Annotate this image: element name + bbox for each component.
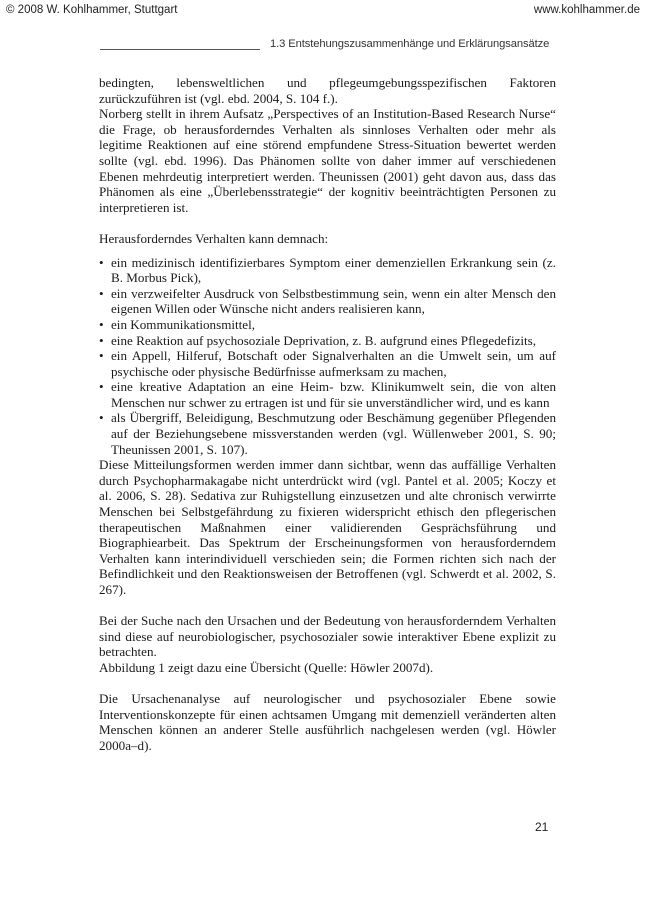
paragraph-ursachenanalyse: Die Ursachenanalyse auf neurologischer und psychosozialer Ebene sowie Interventionskonzepte für einen achtsamen Umgang mit demenziell veränderten alten Menschen können an anderer Stelle ausführlich nachgelesen werden (vgl. Höwler 2000a–d). <box>99 691 556 753</box>
list-item-text: als Übergriff, Beleidigung, Beschmutzung oder Beschämung gegenüber Pflegenden auf der Beziehungsebene missverstanden werden (vgl. Wüllenweber 2001, S. 90; Theunissen 2001, S. 107). <box>111 410 556 457</box>
copyright-notice: © 2008 W. Kohlhammer, Stuttgart <box>6 4 178 16</box>
list-item <box>99 379 556 410</box>
list-item <box>99 317 556 333</box>
paragraph-abbildung: Abbildung 1 zeigt dazu eine Übersicht (Quelle: Höwler 2007d). <box>99 659 434 675</box>
list-item-text: eine Reaktion auf psychosoziale Deprivation, z. B. aufgrund eines Pflegedefizits, <box>111 332 537 348</box>
running-head-rule <box>100 49 260 50</box>
list-item <box>99 333 556 349</box>
list-item-text: ein verzweifelter Ausdruck von Selbstbestimmung sein, wenn ein alter Mensch den eigenen Willen oder Wünsche nicht anders realisieren kann, <box>111 285 556 317</box>
list-gap <box>99 247 556 255</box>
bullet-icon: • <box>99 348 104 364</box>
paragraph-gap <box>99 215 556 231</box>
running-head <box>100 37 555 53</box>
bullet-icon: • <box>99 254 104 270</box>
list-item-text: eine kreative Adaptation an eine Heim- bzw. Klinikumwelt sein, die von alten Menschen nur schwer zu ertragen ist und für sie unverständlicher wird, und es kann <box>111 379 556 410</box>
list-item-text: ein Kommunikationsmittel, <box>111 316 256 332</box>
list-item <box>99 255 556 286</box>
paragraph-gap <box>99 676 556 692</box>
list-item <box>99 410 556 457</box>
paragraph-mitteilungsformen: Diese Mitteilungsformen werden immer dann sichtbar, wenn das auffällige Verhalten durch Psychopharmakagabe nicht unterdrückt wird (vgl. Pantel et al. 2005; Koczy et al. 2006, S. 28). Sedativa zur Ruhigstellung einzusetzen und alte chronisch verwirrte Menschen bei Selbstgefährdung zu fixieren widerspricht ethisch den pflegerischen therapeutischen Maßnahmen einer validierenden Gesprächsführung und Biographiearbeit. Das Spektrum der Erscheinungsformen von herausforderndem Verhalten kann interindividuell verschieden sein; die Formen richten sich nach der Befindlichkeit und den Reaktionsweisen der Betroffenen (vgl. Schwerdt et al. 2002, S. 267). <box>99 457 556 597</box>
top-bar <box>0 0 650 24</box>
list-item <box>99 286 556 317</box>
bullet-icon: • <box>99 316 104 332</box>
paragraph-continuation: bedingten, lebensweltlichen und pflegeumgebungsspezifischen Faktoren zurückzuführen ist (vgl. ebd. 2004, S. 104 f.). <box>99 75 556 106</box>
bullet-icon: • <box>99 332 104 348</box>
paragraph-norberg: Norberg stellt in ihrem Aufsatz „Perspectives of an Institution-Based Research Nurse“ die Frage, ob herausforderndes Verhalten als sinnloses Verhalten oder mehr als legitime Reaktionen auf eine störend empfundene Stress-Situation bewertet werden sollte (vgl. ebd. 1996). Das Phänomen sollte von daher immer auf verschiedenen Ebenen mehrdeutig interpretiert werden. Theunissen (2001) geht davon aus, dass das Phänomen als eine „Überlebensstrategie“ der kognitiv beeinträchtigten Personen zu interpretieren ist. <box>99 106 556 215</box>
page-number: 21 <box>535 820 549 834</box>
running-head-title: 1.3 Entstehungszusammenhänge und Erklärungsansätze <box>270 38 550 50</box>
paragraph-ursachen: Bei der Suche nach den Ursachen und der Bedeutung von herausforderndem Verhalten sind diese auf neurobiologischer, psychosozialer sowie interaktiver Ebene explizit zu betrachten. <box>99 613 556 660</box>
list-item <box>99 348 556 379</box>
bullet-list <box>99 255 556 458</box>
bullet-icon: • <box>99 410 104 426</box>
list-intro: Herausforderndes Verhalten kann demnach: <box>99 230 329 246</box>
list-item-text: ein medizinisch identifizierbares Symptom einer demenziellen Erkrankung sein (z. B. Morbus Pick), <box>111 254 556 286</box>
paragraph-gap <box>99 598 556 614</box>
page-body <box>99 75 556 754</box>
bullet-icon: • <box>99 379 104 395</box>
bullet-icon: • <box>99 285 104 301</box>
publisher-website: www.kohlhammer.de <box>533 4 640 16</box>
list-item-text: ein Appell, Hilferuf, Botschaft oder Signalverhalten an die Umwelt sein, um auf psychische oder physische Bedürfnisse aufmerksam zu machen, <box>111 348 556 379</box>
